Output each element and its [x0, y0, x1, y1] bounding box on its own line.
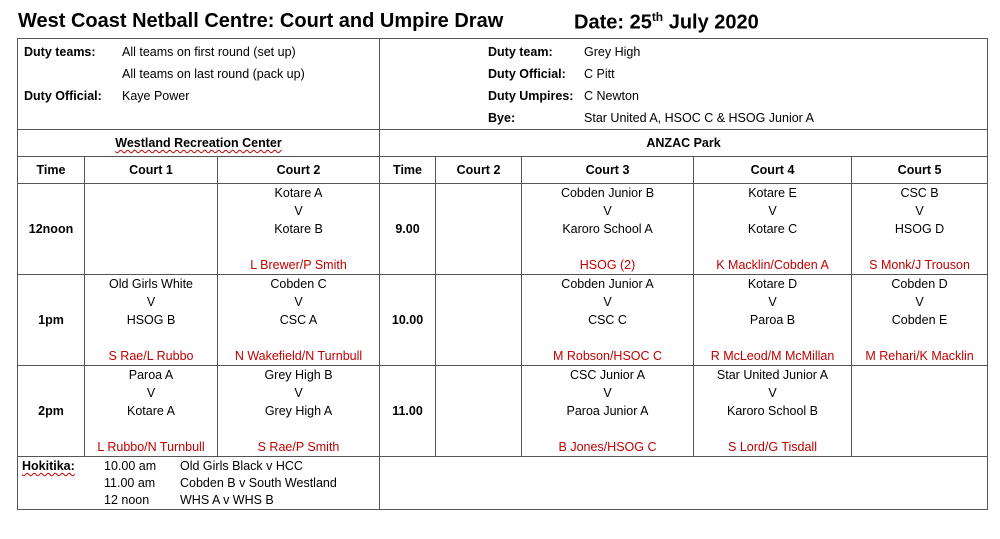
vs-label: V [603, 204, 612, 218]
game-cell [218, 184, 380, 275]
time-left: 1pm [18, 275, 85, 366]
away-team: Cobden E [891, 313, 948, 327]
time-right: 9.00 [380, 184, 436, 275]
umpires: S Rae/L Rubbo [108, 349, 194, 363]
umpires: S Lord/G Tisdall [728, 440, 817, 454]
vs-label: V [603, 295, 612, 309]
hokitika-time: 11.00 am [104, 476, 156, 490]
game-cell [522, 184, 694, 275]
umpires: S Monk/J Trouson [869, 258, 970, 272]
column-header-row [18, 157, 988, 184]
vs-label: V [768, 295, 777, 309]
venue-right: ANZAC Park [380, 130, 988, 157]
draw-row [18, 184, 988, 275]
home-team: CSC Junior A [570, 368, 646, 382]
game-cell [436, 184, 522, 275]
date-suffix: July 2020 [663, 11, 759, 34]
away-team: Karoro School A [562, 222, 653, 236]
home-team: Kotare D [747, 277, 798, 291]
time-left: 2pm [18, 366, 85, 457]
time-left: 12noon [18, 184, 85, 275]
vs-label: V [294, 295, 303, 309]
hokitika-match: Old Girls Black v HCC [180, 459, 303, 473]
vs-label: V [768, 204, 777, 218]
game-cell [852, 184, 988, 275]
duty-team-value: Grey High [584, 45, 641, 59]
home-team: Star United Junior A [716, 368, 829, 382]
home-team: Cobden Junior A [561, 277, 654, 291]
duty-umpires-value: C Newton [584, 89, 639, 103]
game-cell [85, 366, 218, 457]
draw-row [18, 366, 988, 457]
page-title: West Coast Netball Centre: Court and Umpire Draw [18, 10, 504, 32]
away-team: CSC C [588, 313, 627, 327]
umpires: L Brewer/P Smith [250, 258, 347, 272]
draw-table [17, 38, 988, 510]
away-team: Grey High A [264, 404, 333, 418]
umpires: K Macklin/Cobden A [716, 258, 829, 272]
home-team: Kotare E [748, 186, 797, 200]
vs-label: V [146, 295, 156, 309]
duty-teams-line1: All teams on first round (set up) [122, 45, 296, 59]
duty-info-left [18, 39, 380, 130]
duty-umpires-label: Duty Umpires: [488, 89, 574, 103]
time-right: 10.00 [380, 275, 436, 366]
date-prefix: Date: 25 [574, 11, 652, 34]
vs-label: V [603, 386, 612, 400]
col-header-court2-left: Court 2 [218, 157, 380, 184]
vs-label: V [915, 295, 924, 309]
umpires: M Rehari/K Macklin [865, 349, 974, 363]
away-team: HSOG D [894, 222, 945, 236]
bye-value: Star United A, HSOC C & HSOG Junior A [584, 111, 814, 125]
umpires: L Rubbo/N Turnbull [97, 440, 205, 454]
duty-official-label: Duty Official: [24, 89, 102, 103]
hokitika-cell [18, 457, 380, 510]
draw-date [574, 10, 759, 35]
game-cell [85, 275, 218, 366]
col-header-court4: Court 4 [694, 157, 852, 184]
home-team: CSC B [900, 186, 939, 200]
hokitika-label: Hokitika: [22, 459, 75, 473]
hokitika-row [18, 457, 988, 510]
home-team: Grey High B [264, 368, 333, 382]
date-superscript: th [651, 10, 664, 24]
col-header-court2-right: Court 2 [436, 157, 522, 184]
away-team: Kotare A [127, 404, 175, 418]
away-team: Kotare C [747, 222, 798, 236]
away-team: HSOG B [126, 313, 176, 327]
game-cell [218, 275, 380, 366]
home-team: Cobden D [891, 277, 948, 291]
hokitika-time: 12 noon [104, 493, 150, 507]
venue-left-label: Westland Recreation Center [115, 136, 282, 150]
home-team: Cobden Junior B [560, 186, 655, 200]
game-cell [694, 366, 852, 457]
col-header-time-left: Time [18, 157, 85, 184]
vs-label: V [768, 386, 777, 400]
vs-label: V [294, 204, 303, 218]
time-right: 11.00 [380, 366, 436, 457]
vs-label: V [915, 204, 924, 218]
duty-info-right [380, 39, 988, 130]
away-team: Paroa Junior A [566, 404, 649, 418]
home-team: Kotare A [274, 186, 323, 200]
hokitika-empty-cell [380, 457, 988, 510]
game-cell [852, 366, 988, 457]
umpires: B Jones/HSOG C [558, 440, 657, 454]
game-cell [436, 275, 522, 366]
home-team: Paroa A [128, 368, 174, 382]
umpires: S Rae/P Smith [257, 440, 340, 454]
bye-label: Bye: [488, 111, 516, 125]
away-team: Paroa B [749, 313, 796, 327]
draw-row [18, 275, 988, 366]
col-header-court1: Court 1 [85, 157, 218, 184]
hokitika-time: 10.00 am [104, 459, 157, 473]
venue-left [18, 130, 380, 157]
col-header-court3: Court 3 [522, 157, 694, 184]
game-cell [522, 275, 694, 366]
game-cell [218, 366, 380, 457]
game-cell [522, 366, 694, 457]
duty-official-value: Kaye Power [122, 89, 190, 103]
duty-team-label: Duty team: [488, 45, 553, 59]
venue-row [18, 130, 988, 157]
duty-official-right-value: C Pitt [584, 67, 615, 81]
game-cell [85, 184, 218, 275]
game-cell [694, 275, 852, 366]
umpires: M Robson/HSOC C [552, 349, 663, 363]
vs-label: V [294, 386, 303, 400]
game-cell [436, 366, 522, 457]
duty-info-row [18, 39, 988, 130]
away-team: Kotare B [274, 222, 323, 236]
col-header-court5: Court 5 [852, 157, 988, 184]
duty-official-right-label: Duty Official: [488, 67, 566, 81]
hokitika-match: WHS A v WHS B [180, 493, 274, 507]
col-header-time-right: Time [380, 157, 436, 184]
umpires: N Wakefield/N Turnbull [234, 349, 363, 363]
umpires: R McLeod/M McMillan [710, 349, 835, 363]
home-team: Old Girls White [108, 277, 194, 291]
game-cell [694, 184, 852, 275]
game-cell [852, 275, 988, 366]
hokitika-match: Cobden B v South Westland [180, 476, 337, 490]
duty-teams-line2: All teams on last round (pack up) [122, 67, 305, 81]
home-team: Cobden C [270, 277, 327, 291]
away-team: Karoro School B [727, 404, 819, 418]
away-team: CSC A [279, 313, 318, 327]
vs-label: V [146, 386, 156, 400]
umpires: HSOG (2) [579, 258, 636, 272]
duty-teams-label: Duty teams: [24, 45, 96, 59]
